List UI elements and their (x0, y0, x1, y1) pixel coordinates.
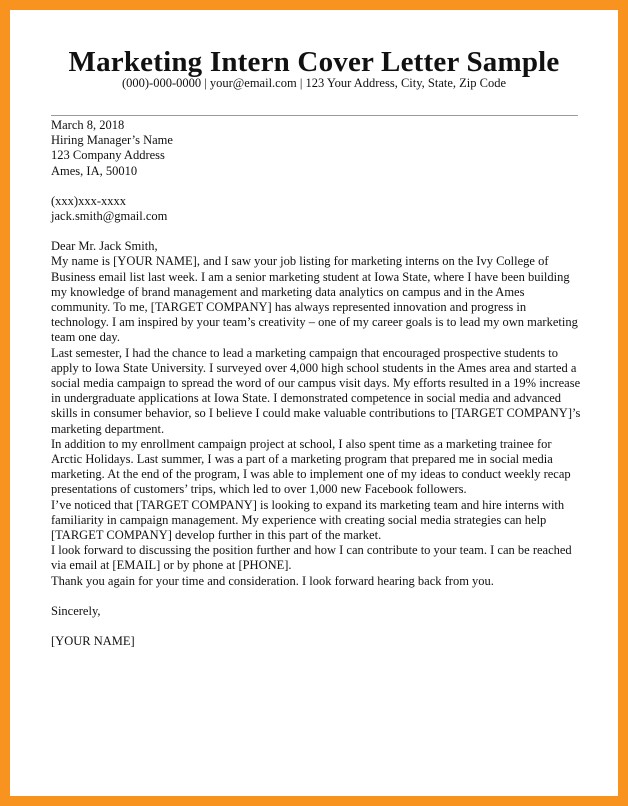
recipient-block (51, 118, 581, 179)
paragraph-thanks: Thank you again for your time and consideration. I look forward hearing back from you. (51, 573, 494, 588)
recipient-address: 123 Company Address (51, 148, 165, 163)
letter-date: March 8, 2018 (51, 118, 125, 132)
signature: [YOUR NAME] (51, 634, 135, 649)
paragraph-contact: I look forward to discussing the position further and how I can contribute to your team. I can be reached via email at [EMAIL] or by phone at [PHONE]. (51, 543, 572, 573)
recipient-city: Ames, IA, 50010 (51, 163, 138, 178)
contact-line: (000)-000-0000 | your@email.com | 123 Your Address, City, State, Zip Code (121, 76, 507, 90)
paragraph-trainee: In addition to my enrollment campaign project at school, I also spent time as a marketing trainee for Arctic Holidays. Last summer, I was a part of a marketing program that prepared me in social media marketing. At the end of the program, I was able to implement one of my ideas to conduct weekly recap presentations of customers’ trips, which led to over 1,000 new Facebook followers. (51, 436, 571, 497)
letter-body (51, 118, 581, 649)
closing: Sincerely, (51, 603, 101, 618)
header-divider (51, 115, 578, 116)
sender-phone: (xxx)xxx-xxxx (51, 193, 126, 208)
paragraph-target: I’ve noticed that [TARGET COMPANY] is looking to expand its marketing team and hire interns with familiarity in campaign management. My experience with creating social media strategies can help [TARGET COMPANY] develop further in this part of the market. (51, 497, 565, 543)
recipient-name: Hiring Manager’s Name (51, 133, 173, 148)
sender-email: jack.smith@gmail.com (51, 209, 168, 224)
paragraph-campaign: Last semester, I had the chance to lead a marketing campaign that encouraged prospective students to apply to Iowa State University. I surveyed over 4,000 high school students in the Ames area and started a social media campaign to spread the word of our campus visit days. My efforts resulted in a 19% increase in undergraduate applications at Iowa State. I demonstrated competence in social media and advanced skills in consumer behavior, so I believe I could make valuable contributions to [TARGET COMPANY]’s marketing department. (51, 345, 581, 436)
paragraph-intro: My name is [YOUR NAME], and I saw your job listing for marketing interns on the Ivy College of Business email list last week. I am a senior marketing student at Iowa State, where I have been building my knowledge of brand management and marketing data analytics on campus and in the Ames community. To me, [TARGET COMPANY] has always represented innovation and progress in technology. I am inspired by your team’s creativity – one of my career goals is to lead my own marketing team one day. (51, 254, 578, 345)
page-title: Marketing Intern Cover Letter Sample (68, 46, 560, 78)
salutation: Dear Mr. Jack Smith, (51, 239, 158, 254)
letter-page (10, 10, 618, 796)
sender-block (51, 194, 581, 224)
